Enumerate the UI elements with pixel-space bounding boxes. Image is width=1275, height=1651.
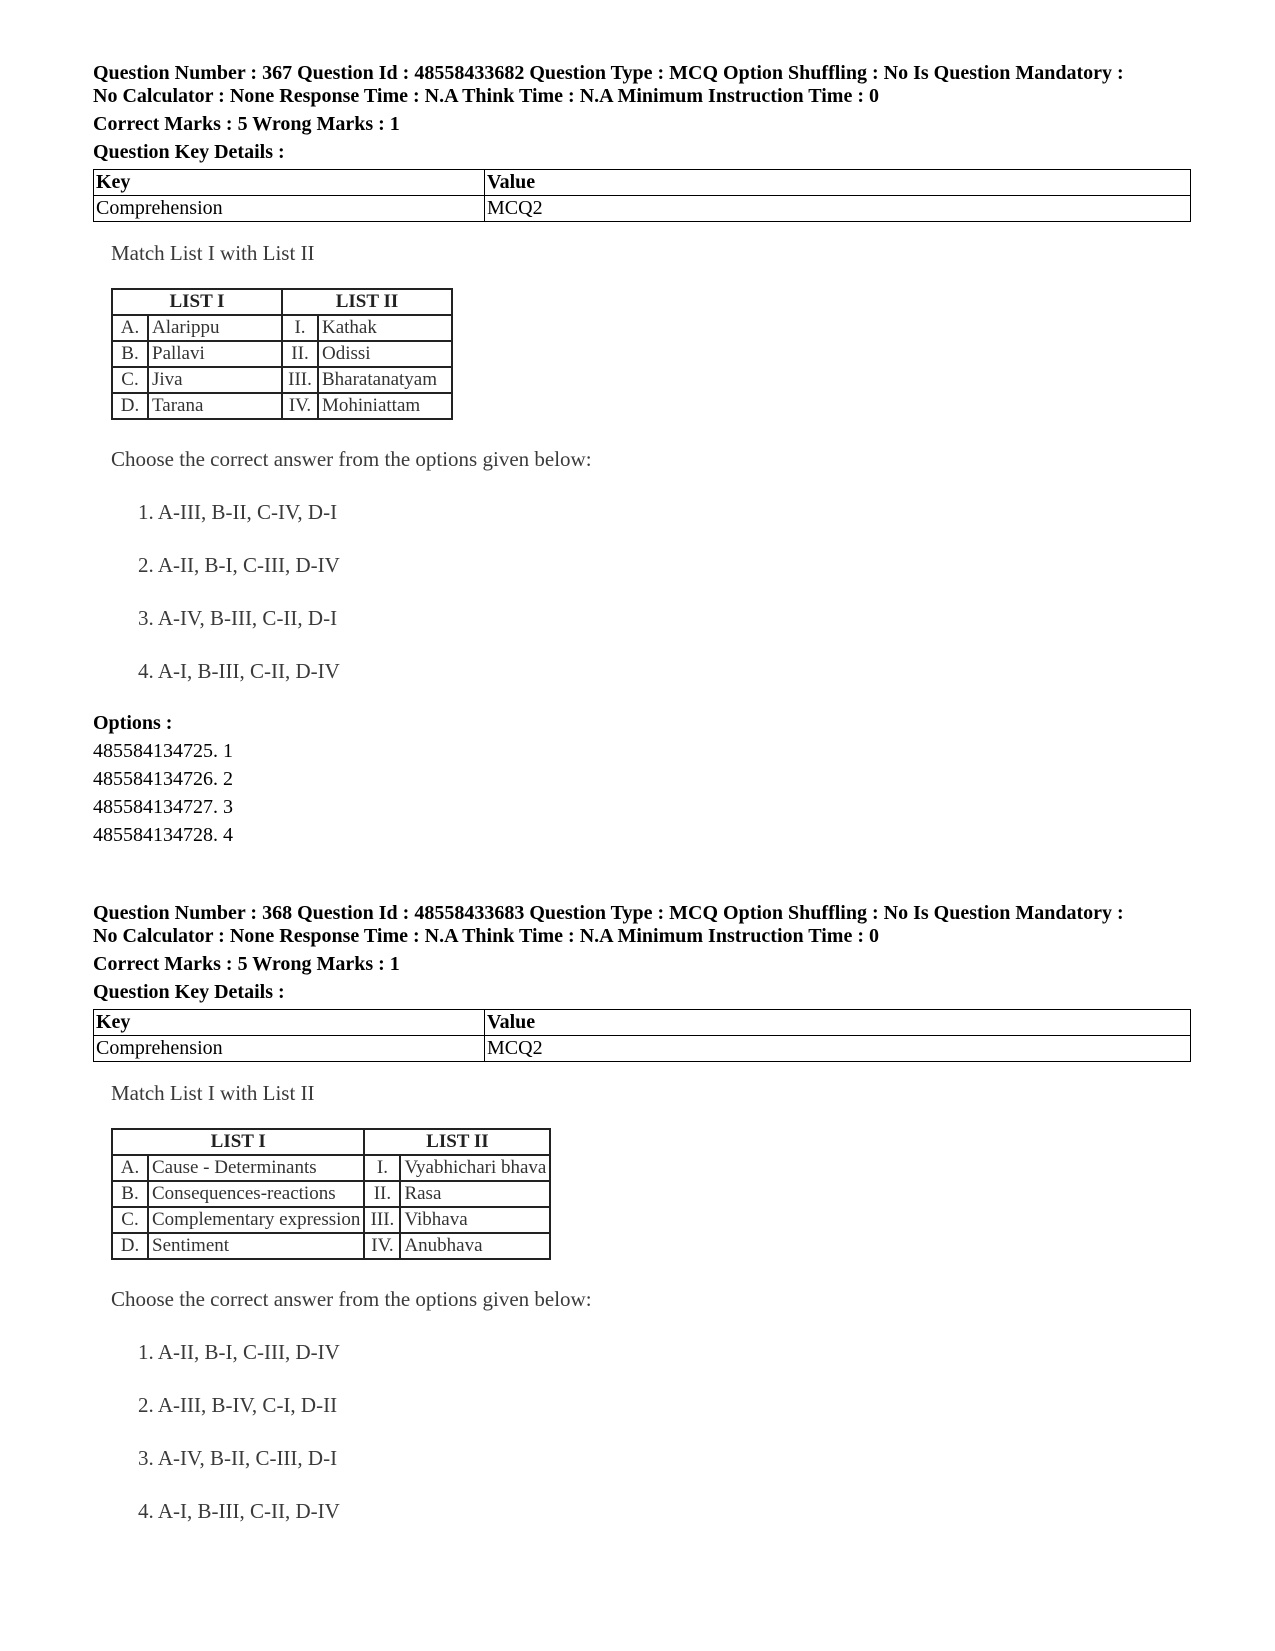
list-2-item: Vibhava — [400, 1207, 550, 1233]
question-meta-line-2: No Calculator : None Response Time : N.A Think Time : N.A Minimum Instruction Time : 0 — [93, 925, 879, 947]
question-meta-line-1: Question Number : 367 Question Id : 48558433682 Question Type : MCQ Option Shuffling : No Is Question Mandatory : — [93, 62, 1124, 84]
list-2-code: II. — [364, 1181, 400, 1207]
key-cell: Comprehension — [94, 196, 485, 222]
table-row — [112, 1233, 550, 1259]
table-row — [112, 1181, 550, 1207]
question-block-368 — [93, 902, 1185, 1538]
list-1-item: Pallavi — [148, 341, 282, 367]
list-1-code: B. — [112, 1181, 148, 1207]
answer-list — [138, 1326, 1185, 1538]
answer-option: 1. A-II, B-I, C-III, D-IV — [138, 1340, 340, 1364]
list-2-code: I. — [282, 315, 318, 341]
match-list-table — [111, 1128, 551, 1260]
table-row — [112, 367, 452, 393]
value-cell: MCQ2 — [485, 196, 1191, 222]
option-id: 485584134726. 2 — [93, 768, 233, 790]
question-block-367 — [93, 62, 1185, 849]
list-1-code: C. — [112, 367, 148, 393]
table-row — [112, 393, 452, 419]
match-list-table — [111, 288, 453, 420]
list-2-header: LIST II — [364, 1129, 550, 1155]
key-value-table — [93, 1009, 1191, 1062]
list-1-item: Alarippu — [148, 315, 282, 341]
list-1-code: A. — [112, 315, 148, 341]
table-row — [112, 1155, 550, 1181]
question-marks: Correct Marks : 5 Wrong Marks : 1 — [93, 113, 400, 135]
question-key-details-label: Question Key Details : — [93, 141, 285, 163]
answer-option: 1. A-III, B-II, C-IV, D-I — [138, 500, 338, 524]
table-row — [112, 1207, 550, 1233]
list-2-code: III. — [364, 1207, 400, 1233]
list-1-code: D. — [112, 1233, 148, 1259]
value-header: Value — [485, 1010, 1191, 1036]
question-meta-line-1: Question Number : 368 Question Id : 48558433683 Question Type : MCQ Option Shuffling : No Is Question Mandatory : — [93, 902, 1124, 924]
option-id: 485584134727. 3 — [93, 796, 233, 818]
list-1-header: LIST I — [112, 1129, 364, 1155]
value-header: Value — [485, 170, 1191, 196]
options-label: Options : — [93, 712, 173, 734]
answer-option: 2. A-III, B-IV, C-I, D-II — [138, 1393, 338, 1417]
list-2-item: Mohiniattam — [318, 393, 452, 419]
question-image — [111, 240, 1185, 698]
answer-option: 4. A-I, B-III, C-II, D-IV — [138, 1499, 340, 1523]
table-row — [112, 315, 452, 341]
list-2-code: III. — [282, 367, 318, 393]
value-cell: MCQ2 — [485, 1036, 1191, 1062]
table-row — [112, 341, 452, 367]
question-image — [111, 1080, 1185, 1538]
question-meta-line-2: No Calculator : None Response Time : N.A Think Time : N.A Minimum Instruction Time : 0 — [93, 85, 879, 107]
choose-instruction: Choose the correct answer from the options given below: — [111, 447, 592, 471]
match-instruction: Match List I with List II — [111, 241, 315, 265]
list-2-code: IV. — [282, 393, 318, 419]
list-1-code: C. — [112, 1207, 148, 1233]
answer-option: 2. A-II, B-I, C-III, D-IV — [138, 553, 340, 577]
question-key-details-label: Question Key Details : — [93, 981, 285, 1003]
list-1-item: Jiva — [148, 367, 282, 393]
option-id: 485584134725. 1 — [93, 740, 233, 762]
list-2-code: II. — [282, 341, 318, 367]
question-marks: Correct Marks : 5 Wrong Marks : 1 — [93, 953, 400, 975]
key-header: Key — [94, 1010, 485, 1036]
answer-option: 4. A-I, B-III, C-II, D-IV — [138, 659, 340, 683]
match-instruction: Match List I with List II — [111, 1081, 315, 1105]
list-1-item: Cause - Determinants — [148, 1155, 364, 1181]
list-1-code: B. — [112, 341, 148, 367]
list-1-item: Complementary expression — [148, 1207, 364, 1233]
choose-instruction: Choose the correct answer from the options given below: — [111, 1287, 592, 1311]
list-1-item: Consequences-reactions — [148, 1181, 364, 1207]
list-2-item: Rasa — [400, 1181, 550, 1207]
list-2-item: Kathak — [318, 315, 452, 341]
key-value-table — [93, 169, 1191, 222]
option-id: 485584134728. 4 — [93, 824, 233, 846]
list-2-code: I. — [364, 1155, 400, 1181]
list-1-item: Sentiment — [148, 1233, 364, 1259]
answer-option: 3. A-IV, B-II, C-III, D-I — [138, 1446, 338, 1470]
list-2-item: Vyabhichari bhava — [400, 1155, 550, 1181]
answer-option: 3. A-IV, B-III, C-II, D-I — [138, 606, 338, 630]
list-1-code: A. — [112, 1155, 148, 1181]
list-2-item: Anubhava — [400, 1233, 550, 1259]
list-2-item: Bharatanatyam — [318, 367, 452, 393]
list-2-header: LIST II — [282, 289, 452, 315]
list-2-item: Odissi — [318, 341, 452, 367]
key-header: Key — [94, 170, 485, 196]
key-cell: Comprehension — [94, 1036, 485, 1062]
list-1-header: LIST I — [112, 289, 282, 315]
answer-list — [138, 486, 1185, 698]
list-2-code: IV. — [364, 1233, 400, 1259]
list-1-code: D. — [112, 393, 148, 419]
list-1-item: Tarana — [148, 393, 282, 419]
